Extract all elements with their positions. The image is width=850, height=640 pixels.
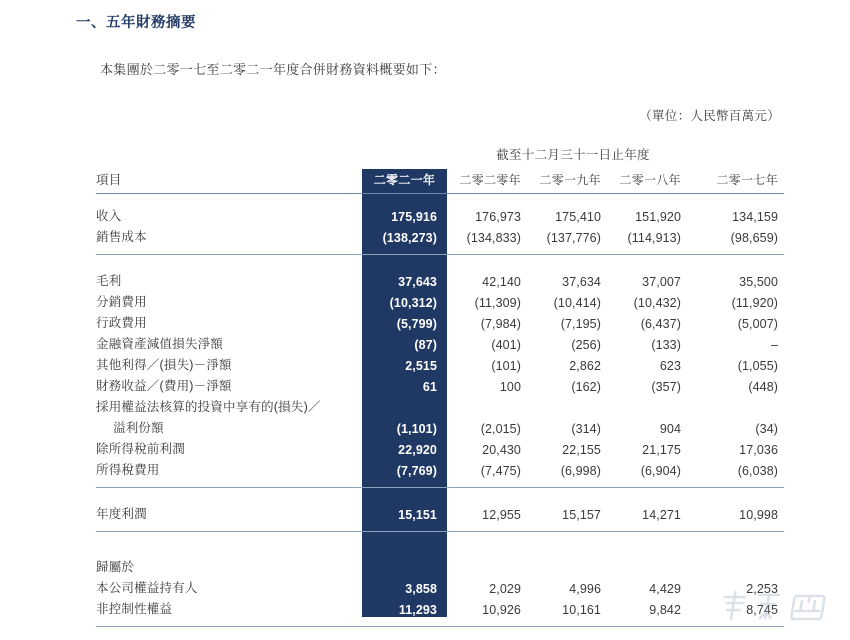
row-label: 行政費用 xyxy=(96,316,147,330)
cell-2020: (101) xyxy=(491,359,521,373)
cell-2021: 3,858 xyxy=(405,582,437,596)
cell-2018: (357) xyxy=(651,380,681,394)
cell-2021: 175,916 xyxy=(391,210,437,224)
cell-2019: 22,155 xyxy=(562,443,601,457)
cell-2017: 35,500 xyxy=(739,275,779,289)
cell-2017: (11,920) xyxy=(731,296,779,310)
page-title: 一、五年財務摘要 xyxy=(76,15,196,31)
cell-2018: 904 xyxy=(659,422,681,436)
row-label: 除所得稅前利潤 xyxy=(96,442,185,456)
cell-2018: 4,429 xyxy=(649,582,681,596)
column-header-item: 項目 xyxy=(96,173,122,187)
spacer-row xyxy=(96,245,784,254)
spacer-row xyxy=(96,194,784,203)
cell-2019: 15,157 xyxy=(562,508,601,522)
table-row xyxy=(96,373,784,394)
intro-paragraph: 本集團於二零一七至二零二一年度合併財務資料概要如下： xyxy=(100,62,446,77)
table-row xyxy=(96,310,784,331)
spacer-row xyxy=(96,522,784,531)
cell-2021: 37,643 xyxy=(398,275,437,289)
cell-2019: (6,998) xyxy=(560,464,601,478)
cell-2018: 14,271 xyxy=(642,508,681,522)
cell-2018: (6,437) xyxy=(640,317,681,331)
cell-2019: 175,410 xyxy=(555,210,601,224)
cell-2020: 10,926 xyxy=(482,603,521,617)
cell-2017: 17,036 xyxy=(739,443,779,457)
row-label: 採用權益法核算的投資中享有的(損失)／ xyxy=(96,400,321,414)
cell-2021: 61 xyxy=(422,380,437,394)
cell-2018: 151,920 xyxy=(635,210,681,224)
rule-cell xyxy=(96,626,784,627)
table-year-header-row xyxy=(96,169,784,193)
cell-2018: (10,432) xyxy=(633,296,681,310)
cell-2020: (7,984) xyxy=(480,317,521,331)
cell-2019: 2,862 xyxy=(569,359,601,373)
column-header-year-2018: 二零一八年 xyxy=(619,173,681,187)
cell-2020: (401) xyxy=(491,338,521,352)
cell-2020 xyxy=(447,554,527,575)
cell-2020: (134,833) xyxy=(466,231,521,245)
cell-2017: 10,998 xyxy=(739,508,779,522)
cell-2021: (138,273) xyxy=(382,231,437,245)
row-label: 財務收益／(費用)－淨額 xyxy=(96,379,232,393)
table-row xyxy=(96,554,784,575)
cell-2020: (7,475) xyxy=(480,464,521,478)
cell-2021: (5,799) xyxy=(396,317,437,331)
table-row xyxy=(96,289,784,310)
cell-2019: 37,634 xyxy=(562,275,601,289)
cell-2018: (133) xyxy=(651,338,681,352)
cell-2019: 10,161 xyxy=(562,603,601,617)
cell-2019: (256) xyxy=(571,338,601,352)
cell-2017: 8,745 xyxy=(746,603,779,617)
cell-2021: (1,101) xyxy=(396,422,437,436)
unit-note: （單位：人民幣百萬元） xyxy=(639,109,780,123)
rule-line xyxy=(96,626,784,627)
spacer-row xyxy=(96,617,784,626)
row-label: 所得稅費用 xyxy=(96,463,160,477)
cell-2017 xyxy=(687,394,784,415)
cell-2019 xyxy=(527,394,607,415)
cell-2019: 4,996 xyxy=(569,582,601,596)
table-row xyxy=(96,203,784,224)
cell-2018 xyxy=(607,554,687,575)
cell-2018: 623 xyxy=(659,359,681,373)
cell-2018: 9,842 xyxy=(649,603,681,617)
row-label: 銷售成本 xyxy=(96,230,147,244)
table-row xyxy=(96,457,784,478)
cell-2017 xyxy=(687,554,784,575)
row-label: 毛利 xyxy=(96,274,122,288)
spacer-row xyxy=(96,545,784,554)
cell-2019: (7,195) xyxy=(560,317,601,331)
cell-2019: (162) xyxy=(571,380,601,394)
table-row xyxy=(96,575,784,596)
table-row xyxy=(96,394,784,415)
cell-2021: 11,293 xyxy=(398,603,437,617)
cell-2017: – xyxy=(770,338,779,352)
cell-2018: 21,175 xyxy=(642,443,681,457)
row-label: 收入 xyxy=(96,209,122,223)
cell-2021: 15,151 xyxy=(398,508,437,522)
cell-2020: (11,309) xyxy=(474,296,521,310)
spacer-row xyxy=(96,478,784,487)
cell-2018: 37,007 xyxy=(642,275,681,289)
row-label: 溢利份額 xyxy=(113,421,164,435)
table-row xyxy=(96,501,784,522)
table-row xyxy=(96,224,784,245)
row-label: 年度利潤 xyxy=(96,507,147,521)
cell-2020: 100 xyxy=(499,380,521,394)
cell-2020: 42,140 xyxy=(482,275,521,289)
cell-2019: (314) xyxy=(571,422,601,436)
cell-2018: (6,904) xyxy=(640,464,681,478)
cell-2021: 22,920 xyxy=(398,443,437,457)
spacer-row xyxy=(96,255,784,268)
row-label: 金融資產減值損失淨額 xyxy=(96,337,224,351)
cell-2021: (87) xyxy=(414,338,437,352)
cell-2021: (7,769) xyxy=(396,464,437,478)
cell-2021: 2,515 xyxy=(405,359,437,373)
span-header-spacer xyxy=(96,145,362,169)
table-row xyxy=(96,352,784,373)
row-label: 其他利得／(損失)－淨額 xyxy=(96,358,232,372)
cell-2019: (137,776) xyxy=(546,231,601,245)
row-label: 非控制性權益 xyxy=(96,602,173,616)
table-row xyxy=(96,331,784,352)
cell-2020: 12,955 xyxy=(482,508,521,522)
cell-2019 xyxy=(527,554,607,575)
cell-2020 xyxy=(447,394,527,415)
cell-2020: 2,029 xyxy=(489,582,521,596)
cell-2017: (34) xyxy=(755,422,779,436)
cell-2021 xyxy=(362,554,447,575)
table-row xyxy=(96,415,784,436)
column-header-year-2021: 二零二一年 xyxy=(373,173,436,187)
column-header-year-2017: 二零一七年 xyxy=(716,173,779,187)
span-header-period: 截至十二月三十一日止年度 xyxy=(496,148,650,162)
cell-2017: 134,159 xyxy=(732,210,779,224)
cell-2021 xyxy=(362,394,447,415)
cell-2020: 20,430 xyxy=(482,443,521,457)
cell-2017: 2,253 xyxy=(746,582,779,596)
column-header-year-2019: 二零一九年 xyxy=(539,173,601,187)
row-label: 分銷費用 xyxy=(96,295,147,309)
table-row xyxy=(96,268,784,289)
financial-summary-table-area xyxy=(96,145,784,627)
cell-2020: (2,015) xyxy=(480,422,521,436)
spacer-row xyxy=(96,532,784,545)
cell-2018: (114,913) xyxy=(627,231,681,245)
rule-table-bottom xyxy=(96,626,784,627)
watermark-logo xyxy=(720,588,838,630)
cell-2021: (10,312) xyxy=(389,296,437,310)
financial-summary-table xyxy=(96,145,784,627)
table-row xyxy=(96,596,784,617)
row-label: 歸屬於 xyxy=(96,560,135,574)
cell-2017: (1,055) xyxy=(737,359,779,373)
cell-2018 xyxy=(607,394,687,415)
spacer-row xyxy=(96,488,784,501)
row-label: 本公司權益持有人 xyxy=(96,581,198,595)
column-header-year-2020: 二零二零年 xyxy=(459,173,521,187)
cell-2020: 176,973 xyxy=(475,210,521,224)
cell-2017: (6,038) xyxy=(737,464,779,478)
cell-2017: (98,659) xyxy=(730,231,779,245)
table-row xyxy=(96,436,784,457)
cell-2017: (448) xyxy=(748,380,779,394)
cell-2017: (5,007) xyxy=(737,317,779,331)
cell-2019: (10,414) xyxy=(553,296,601,310)
table-span-header-row xyxy=(96,145,784,169)
